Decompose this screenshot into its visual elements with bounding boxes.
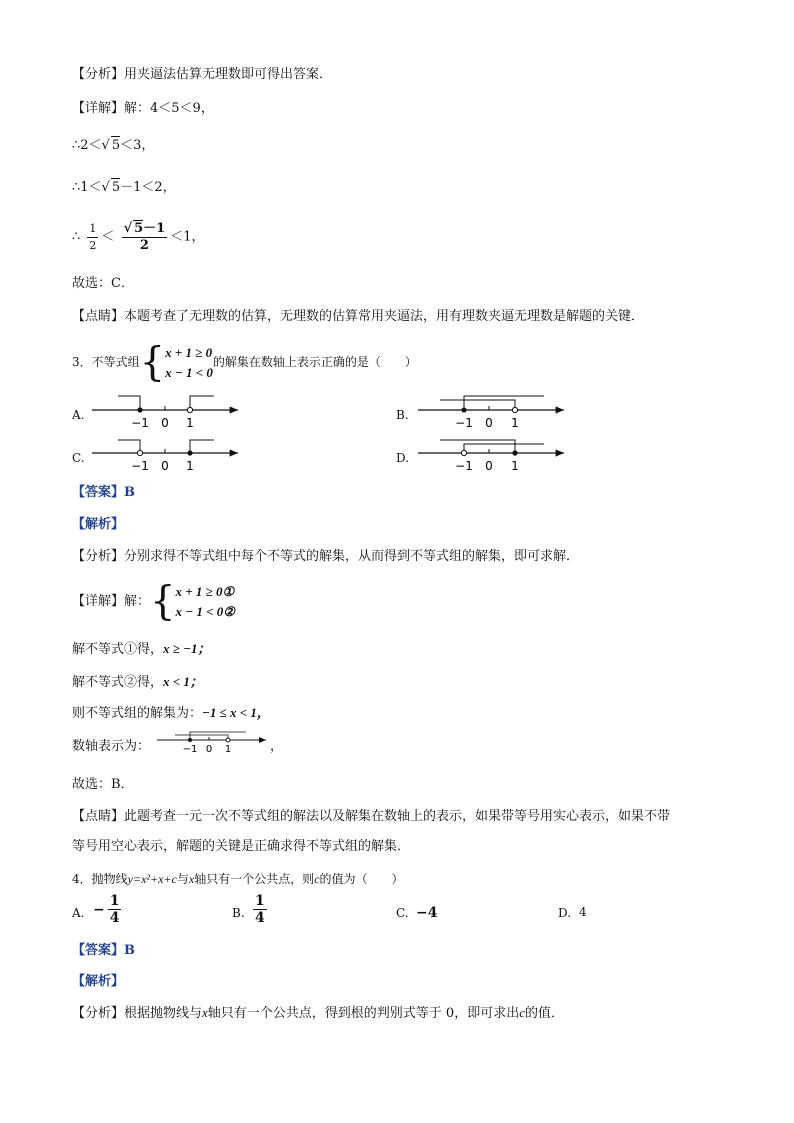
hollow-dot <box>187 407 192 412</box>
detail3-line <box>72 580 235 624</box>
q4-option-a-value <box>93 893 124 926</box>
choose-text: 故选：C． <box>72 276 134 291</box>
option-c-label: C. <box>72 451 85 465</box>
q3-sys1: x + 1 ≥ 0 <box>165 344 213 360</box>
q4-line <box>72 870 404 888</box>
solid-dot <box>137 407 142 412</box>
choose3-line <box>72 776 134 794</box>
tick-label: 1 <box>186 416 194 430</box>
fenxi4-a: 【分析】根据抛物线与 <box>72 1006 203 1021</box>
solid-dot <box>188 738 192 742</box>
numline-tail <box>270 738 283 756</box>
tick-label: −1 <box>182 744 198 755</box>
hollow-dot <box>512 407 517 412</box>
answer4-text: 【答案】B <box>72 943 135 958</box>
tick-label: −1 <box>131 416 149 430</box>
solve3-line <box>72 704 270 723</box>
option-a-label: A. <box>72 408 85 422</box>
hollow-dot <box>137 450 142 455</box>
q4-equation: y=x²+x+c <box>127 872 177 886</box>
numline-tail-text: ， <box>270 739 284 754</box>
frac-num: 1 <box>87 221 98 238</box>
q4-optA-frac <box>108 893 122 926</box>
detail3-label: 【详解】解： <box>72 594 151 609</box>
frac-rest: －1 <box>143 221 166 236</box>
tick-label: −1 <box>131 459 149 473</box>
frac-num2: √ 5－1 <box>123 221 166 236</box>
step3-lt: ＜ <box>101 229 115 245</box>
fenxi4-line <box>72 1004 564 1023</box>
analysis-text: 【分析】用夹逼法估算无理数即可得出答案． <box>72 67 333 82</box>
brace: { <box>150 578 176 625</box>
dianjing3-text1: 【点睛】此题考查一元一次不等式组的解法以及解集在数轴上的表示，如果带等号用实心表示，如果不带 <box>72 809 671 824</box>
tick-label: −1 <box>455 416 473 430</box>
q4-x: x <box>188 872 195 886</box>
tick-label: 1 <box>511 459 519 473</box>
solve2-b: x < 1； <box>163 674 203 689</box>
step2-b: －1＜2， <box>120 180 176 195</box>
fenxi4-d: 的值． <box>524 1006 564 1021</box>
analysis4-text: 【解析】 <box>72 974 125 989</box>
frac-num: 1 <box>255 893 265 909</box>
frac-den: 2 <box>89 238 97 252</box>
step1-sqrt: 5 <box>111 138 121 153</box>
tick-label: 0 <box>161 459 169 473</box>
tick-label: 0 <box>485 459 493 473</box>
hollow-dot <box>461 450 466 455</box>
solid-dot <box>187 450 192 455</box>
numline-option-d <box>418 440 564 473</box>
q4-optA-sign: − <box>93 901 105 918</box>
solve2-line <box>72 673 203 692</box>
numline-option-c <box>92 440 238 473</box>
tick-label: −1 <box>455 459 473 473</box>
q4-b: 与 <box>176 872 189 886</box>
option-d-label: D. <box>396 451 410 465</box>
step2-sqrt: 5 <box>111 180 121 195</box>
fenxi3-line <box>72 548 579 566</box>
solid-dot <box>461 407 466 412</box>
q4-option-b-label: B. <box>232 906 245 920</box>
solve1-a: 解不等式①得， <box>72 642 164 657</box>
answer4-line <box>72 942 135 960</box>
q4-option-c-value: −4 <box>416 905 438 921</box>
q4-option-d-value: 4 <box>579 905 587 919</box>
numline-option-b <box>418 396 564 430</box>
solve1-b: x ≥ −1； <box>163 641 211 656</box>
numline-label-line <box>72 738 150 756</box>
fenxi4-b: 轴只有一个公共点，得到根的判别式等于 0，即可求出 <box>207 1006 520 1021</box>
q3-sys2: x − 1 < 0 <box>165 364 213 380</box>
detail3-sys1: x + 1 ≥ 0① <box>175 583 235 599</box>
tick-label: 1 <box>186 459 194 473</box>
frac-den: 4 <box>255 910 265 926</box>
solid-dot <box>512 450 517 455</box>
frac-den2: 2 <box>139 238 149 253</box>
numline-solution <box>157 732 266 755</box>
detail-label: 【详解】解： <box>72 101 151 116</box>
detail3-system <box>175 582 234 622</box>
dianjing3-line2 <box>72 838 410 856</box>
analysis4-line <box>72 973 124 991</box>
solve1-line <box>72 640 211 659</box>
tick-label: 0 <box>205 744 213 755</box>
hollow-dot <box>226 738 230 742</box>
q4-c: 轴只有一个公共点，则 <box>194 872 315 886</box>
brace: { <box>139 339 166 386</box>
fenxi3-text: 【分析】分别求得不等式组中每个不等式的解集，从而得到不等式组的解集，即可求解． <box>72 549 580 564</box>
q4-option-c-label: C. <box>396 906 409 920</box>
q4-d: 的值为（ ） <box>319 872 404 886</box>
analysis3-text: 【解析】 <box>72 517 125 532</box>
step1-b: ＜3， <box>120 138 155 153</box>
q4-option-d-label: D. <box>558 906 572 920</box>
step2-a: ∴1＜ <box>72 180 102 195</box>
solve3-a: 则不等式组的解集为： <box>72 706 203 721</box>
answer3-line <box>72 484 135 502</box>
solve3-b: −1 ≤ x < 1， <box>202 705 270 720</box>
frac-sqrt: 5 <box>134 221 144 236</box>
step1-a: ∴2＜ <box>72 138 102 153</box>
solve2-a: 解不等式②得， <box>72 675 164 690</box>
q4-optB-frac <box>253 893 267 926</box>
dianjing3-line1 <box>72 808 670 826</box>
tick-label: 0 <box>161 416 169 430</box>
q4-cvar: c <box>314 872 320 886</box>
fenxi4-x: x <box>202 1005 208 1020</box>
fenxi4-c: c <box>519 1005 525 1020</box>
step-line-2: ∴1＜√ 5－1＜2， <box>72 180 176 195</box>
q4-a: 4．抛物线 <box>72 872 128 886</box>
frac-num: 1 <box>109 893 120 909</box>
choose3-text: 故选：B． <box>72 777 134 792</box>
tick-label: 1 <box>511 416 519 430</box>
answer3-text: 【答案】B <box>72 485 135 500</box>
tick-label: 1 <box>224 744 232 755</box>
numline-option-a <box>92 396 238 430</box>
detail-expr: 4＜5＜9， <box>150 101 214 116</box>
numline-label: 数轴表示为： <box>72 739 151 754</box>
dianjing-text: 【点睛】本题考查了无理数的估算，无理数的估算常用夹逼法，用有理数夹逼无理数是解题的关键． <box>72 309 645 324</box>
detail3-sys2: x − 1 < 0② <box>175 603 235 619</box>
dianjing3-text2: 等号用空心表示，解题的关键是正确求得不等式组的解集． <box>72 839 411 854</box>
analysis3-line <box>72 516 124 534</box>
q3-prefix: 3．不等式组 <box>72 355 140 369</box>
frac-den: 4 <box>109 910 120 926</box>
step3-b: ＜1， <box>170 229 205 245</box>
step-line-1: ∴2＜√ 5＜3， <box>72 138 155 153</box>
q4-option-b-value <box>250 893 270 926</box>
q3-suffix: 的解集在数轴上表示正确的是（ ） <box>212 355 417 369</box>
tick-label: 0 <box>485 416 493 430</box>
q4-option-a-label: A. <box>72 906 85 920</box>
step3-a: ∴ <box>72 229 81 245</box>
option-b-label: B. <box>396 408 409 422</box>
